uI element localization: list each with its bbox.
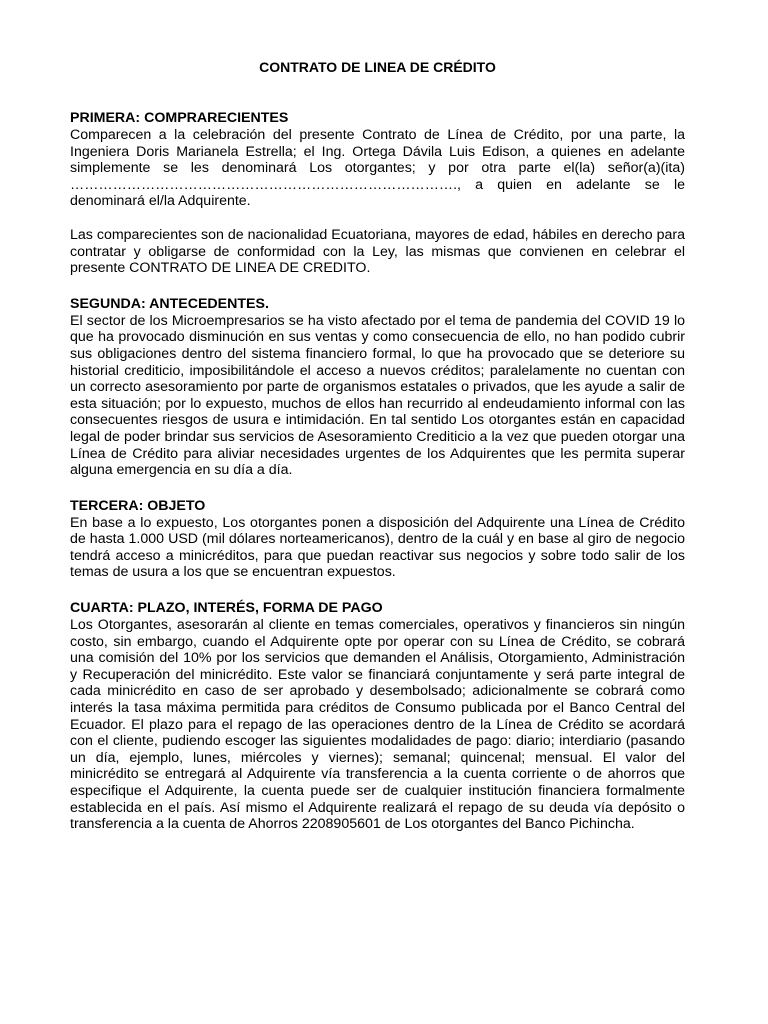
section-paragraph: El sector de los Microempresarios se ha visto afectado por el tema de pandemia del COVID 19 lo que ha provocado disminución en sus ventas y como consecuencia de ello, no han podido cubrir sus obligaciones dentro del sistema financiero formal, lo que ha provocado que se deteriore su historial crediticio, imposibilitándole el acceso a nuevos créditos; paralelamente no cuentan con un correcto asesoramiento por parte de organismos estatales o privados, que les ayude a salir de esta situación; por lo expuesto, muchos de ellos han recurrido al endeudamiento informal con las consecuentes riesgos de usura e intimidación. En tal sentido Los otorgantes están en capacidad legal de poder brindar sus servicios de Asesoramiento Crediticio a la vez que pueden otorgar una Línea de Crédito para aliviar necesidades urgentes de los Adquirentes que les permita superar alguna emergencia en su día a día. [70, 312, 685, 479]
section-spacer [70, 581, 685, 599]
section-spacer [70, 479, 685, 497]
section-heading-tercera: TERCERA: OBJETO [70, 497, 206, 514]
document-page [70, 58, 685, 833]
paragraph-spacer [70, 210, 685, 227]
section-heading-cuarta: CUARTA: PLAZO, INTERÉS, FORMA DE PAGO [70, 600, 383, 617]
section-heading-segunda: SEGUNDA: ANTECEDENTES. [70, 295, 269, 312]
section-paragraph: Las comparecientes son de nacionalidad Ecuatoriana, mayores de edad, hábiles en derecho para contratar y obligarse de conformidad con la Ley, las mismas que convienen en celebrar el presente CONTRATO DE LINEA DE CREDITO. [70, 226, 685, 277]
section-spacer [70, 277, 685, 295]
document-title: CONTRATO DE LINEA DE CRÉDITO [259, 59, 496, 75]
section-paragraph: En base a lo expuesto, Los otorgantes ponen a disposición del Adquirente una Línea de Crédito de hasta 1.000 USD (mil dólares norteamericanos), dentro de la cuál y en base al giro de negocio tendrá acceso a minicréditos, para que puedan reactivar sus negocios y sobre todo salir de los temas de usura a los que se encuentran expuestos. [70, 514, 685, 581]
section-heading-primera: PRIMERA: COMPRARECIENTES [70, 110, 289, 126]
section-paragraph: Los Otorgantes, asesorarán al cliente en temas comerciales, operativos y financieros sin ningún costo, sin embargo, cuando el Adquirente opte por operar con su Línea de Crédito, se cobrará una comisión del 10% por los servicios que demanden el Análisis, Otorgamiento, Administración y Recuperación del minicrédito. Este valor se financiará conjuntamente y será parte integral de cada minicrédito en caso de ser aprobado y desembolsado; adicionalmente se cobrará como interés la tasa máxima permitida para créditos de Consumo publicada por el Banco Central del Ecuador. El plazo para el repago de las operaciones dentro de la Línea de Crédito se acordará con el cliente, pudiendo escoger las siguientes modalidades de pago: diario; interdiario (pasando un día, ejemplo, lunes, miércoles y viernes); semanal; quincenal; mensual. El valor del minicrédito se entregará al Adquirente vía transferencia a la cuenta corriente o de ahorros que especifique el Adquirente, la cuenta puede ser de cualquier institución financiera formalmente establecida en el país. Así mismo el Adquirente realizará el repago de su deuda vía depósito o transferencia a la cuenta de Ahorros 2208905601 de Los otorgantes del Banco Pichincha. [70, 617, 685, 833]
section-paragraph: Comparecen a la celebración del presente Contrato de Línea de Crédito, por una parte, la Ingeniera Doris Marianela Estrella; el Ing. Ortega Dávila Luis Edison, a quienes en adelante simplemente se les denominará Los otorgantes; y por otra parte el(la) señor(a)(ita) ………………………………………………………………………., a quien en adelante se le denominará el/la Adquirente. [70, 127, 685, 210]
